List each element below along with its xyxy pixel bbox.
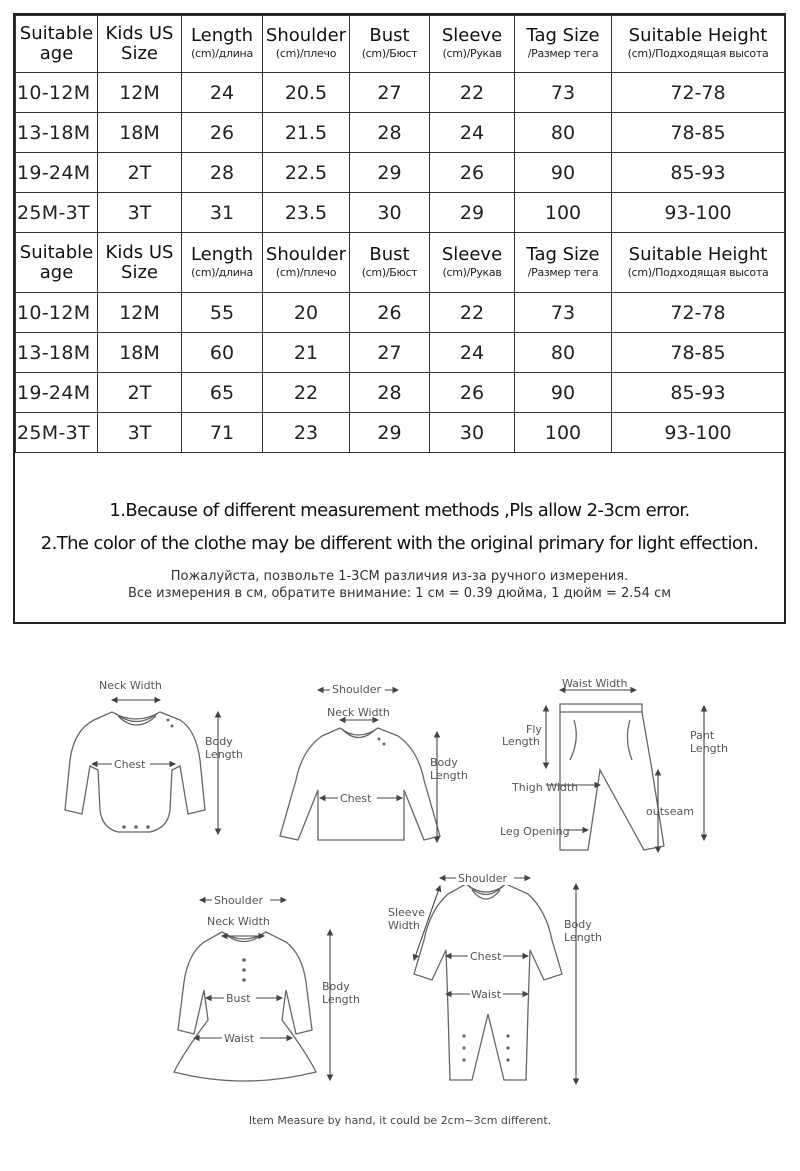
table-row <box>16 373 785 413</box>
dress-diagram <box>174 892 360 1081</box>
table-cell: 78-85 <box>612 113 785 153</box>
table-cell: 100 <box>515 193 612 233</box>
table-row <box>16 293 785 333</box>
table-cell: 22.5 <box>263 153 350 193</box>
table-cell: 10-12M <box>16 73 98 113</box>
table-cell: 65 <box>182 373 263 413</box>
table-cell: 78-85 <box>612 333 785 373</box>
label-body: Body <box>205 735 233 748</box>
label-thigh-width: Thigh Width <box>512 781 579 794</box>
notes-section <box>15 484 784 602</box>
table-cell: 19-24M <box>16 373 98 413</box>
table-cell: 18M <box>98 113 182 153</box>
table-cell: 72-78 <box>612 73 785 113</box>
header-cell: Suitable age <box>16 16 98 73</box>
table-cell: 26 <box>350 293 430 333</box>
table-cell: 29 <box>430 193 515 233</box>
note-ru-units: Все измерения в см, обратите внимание: 1 см = 0.39 дюйма, 1 дюйм = 2.54 см <box>127 586 672 601</box>
table-cell: 73 <box>515 73 612 113</box>
table-cell: 13-18M <box>16 113 98 153</box>
romper-diagram <box>388 871 602 1084</box>
table-cell: 20 <box>263 293 350 333</box>
table-cell: 60 <box>182 333 263 373</box>
table-cell: 21 <box>263 333 350 373</box>
label-pant: Pant <box>690 729 715 742</box>
table1-header-row <box>16 16 785 73</box>
table-cell: 2T <box>98 153 182 193</box>
label-shoulder: Shoulder <box>458 872 507 885</box>
label-outseam: outseam <box>646 805 694 818</box>
header-cell: Tag Size /Размер тега <box>515 233 612 293</box>
table-cell: 100 <box>515 413 612 453</box>
label-shoulder: Shoulder <box>214 894 263 907</box>
table-row <box>16 333 785 373</box>
label-body: Body <box>564 918 592 931</box>
table-cell: 93-100 <box>612 413 785 453</box>
table2-header-row <box>16 233 785 293</box>
table-cell: 10-12M <box>16 293 98 333</box>
table-cell: 71 <box>182 413 263 453</box>
label-width: Width <box>388 919 420 932</box>
header-cell: Bust (cm)/Бюст <box>350 16 430 73</box>
note-ru-measurement: Пожалуйста, позвольте 1-3CM различия из-за ручного измерения. <box>170 569 629 584</box>
table-cell: 90 <box>515 373 612 413</box>
table-cell: 55 <box>182 293 263 333</box>
table-cell: 27 <box>350 73 430 113</box>
top-diagram <box>280 682 468 842</box>
label-neck-width: Neck Width <box>327 706 390 719</box>
table-cell: 12M <box>98 293 182 333</box>
table-cell: 27 <box>350 333 430 373</box>
table-cell: 13-18M <box>16 333 98 373</box>
table-cell: 12M <box>98 73 182 113</box>
table-cell: 18M <box>98 333 182 373</box>
table-cell: 29 <box>350 153 430 193</box>
label-waist: Waist <box>224 1032 255 1045</box>
table-cell: 28 <box>350 113 430 153</box>
table-row <box>16 413 785 453</box>
table-cell: 26 <box>430 153 515 193</box>
table-row <box>16 73 785 113</box>
bodysuit-diagram <box>65 679 243 834</box>
table-cell: 23 <box>263 413 350 453</box>
label-shoulder: Shoulder <box>332 683 381 696</box>
header-cell: Suitable Height (cm)/Подходящая высота <box>612 233 785 293</box>
table-cell: 30 <box>350 193 430 233</box>
label-fly: Fly <box>526 723 542 736</box>
label-chest: Chest <box>340 792 372 805</box>
table-cell: 26 <box>182 113 263 153</box>
label-length: Length <box>690 742 728 755</box>
label-leg-opening: Leg Opening <box>500 825 570 838</box>
table-cell: 26 <box>430 373 515 413</box>
table-cell: 73 <box>515 293 612 333</box>
label-body: Body <box>322 980 350 993</box>
label-bust: Bust <box>226 992 251 1005</box>
table-cell: 22 <box>430 73 515 113</box>
measurement-diagrams <box>0 660 800 1130</box>
header-cell: Kids US Size <box>98 16 182 73</box>
table-cell: 21.5 <box>263 113 350 153</box>
label-length: Length <box>430 769 468 782</box>
table-cell: 19-24M <box>16 153 98 193</box>
label-chest: Chest <box>114 758 146 771</box>
table-cell: 23.5 <box>263 193 350 233</box>
label-neck-width: Neck Width <box>207 915 270 928</box>
table-row <box>16 193 785 233</box>
label-length: Length <box>564 931 602 944</box>
table-cell: 93-100 <box>612 193 785 233</box>
table-cell: 20.5 <box>263 73 350 113</box>
size-chart-panel <box>13 13 786 624</box>
header-cell: Bust (cm)/Бюст <box>350 233 430 293</box>
header-cell: Kids US Size <box>98 233 182 293</box>
table-cell: 85-93 <box>612 153 785 193</box>
label-neck-width: Neck Width <box>99 679 162 692</box>
table-cell: 24 <box>430 113 515 153</box>
pants-diagram <box>500 677 728 852</box>
header-cell: Shoulder (cm)/плечо <box>263 16 350 73</box>
table-cell: 85-93 <box>612 373 785 413</box>
label-length: Length <box>322 993 360 1006</box>
note-color-difference: 2.The color of the clothe may be different with the original primary for light effection. <box>40 533 759 554</box>
label-length: Length <box>502 735 540 748</box>
table-cell: 3T <box>98 193 182 233</box>
table-cell: 22 <box>263 373 350 413</box>
label-length: Length <box>205 748 243 761</box>
footer-note: Item Measure by hand, it could be 2cm~3cm different. <box>248 1114 552 1127</box>
table-cell: 28 <box>350 373 430 413</box>
header-cell: Suitable age <box>16 233 98 293</box>
label-chest: Chest <box>470 950 502 963</box>
table-cell: 25M-3T <box>16 193 98 233</box>
table-row <box>16 153 785 193</box>
label-body: Body <box>430 756 458 769</box>
label-sleeve: Sleeve <box>388 906 425 919</box>
table-cell: 28 <box>182 153 263 193</box>
table-cell: 29 <box>350 413 430 453</box>
table-cell: 3T <box>98 413 182 453</box>
header-cell: Length (cm)/длина <box>182 16 263 73</box>
table-cell: 25M-3T <box>16 413 98 453</box>
label-waist-width: Waist Width <box>562 677 628 690</box>
table-cell: 31 <box>182 193 263 233</box>
header-cell: Tag Size /Размер тега <box>515 16 612 73</box>
header-cell: Suitable Height (cm)/Подходящая высота <box>612 16 785 73</box>
header-cell: Sleeve (cm)/Рукав <box>430 233 515 293</box>
table-cell: 2T <box>98 373 182 413</box>
table-cell: 90 <box>515 153 612 193</box>
table-cell: 72-78 <box>612 293 785 333</box>
header-cell: Sleeve (cm)/Рукав <box>430 16 515 73</box>
header-cell: Length (cm)/длина <box>182 233 263 293</box>
size-table <box>15 15 785 453</box>
table-cell: 30 <box>430 413 515 453</box>
table-cell: 80 <box>515 333 612 373</box>
table-cell: 24 <box>182 73 263 113</box>
label-waist: Waist <box>471 988 502 1001</box>
table-cell: 22 <box>430 293 515 333</box>
table-cell: 24 <box>430 333 515 373</box>
table-cell: 80 <box>515 113 612 153</box>
note-measurement-error: 1.Because of different measurement methods ,Pls allow 2-3cm error. <box>109 500 690 521</box>
table-row <box>16 113 785 153</box>
measurement-diagrams-svg <box>0 660 800 1130</box>
header-cell: Shoulder (cm)/плечо <box>263 233 350 293</box>
